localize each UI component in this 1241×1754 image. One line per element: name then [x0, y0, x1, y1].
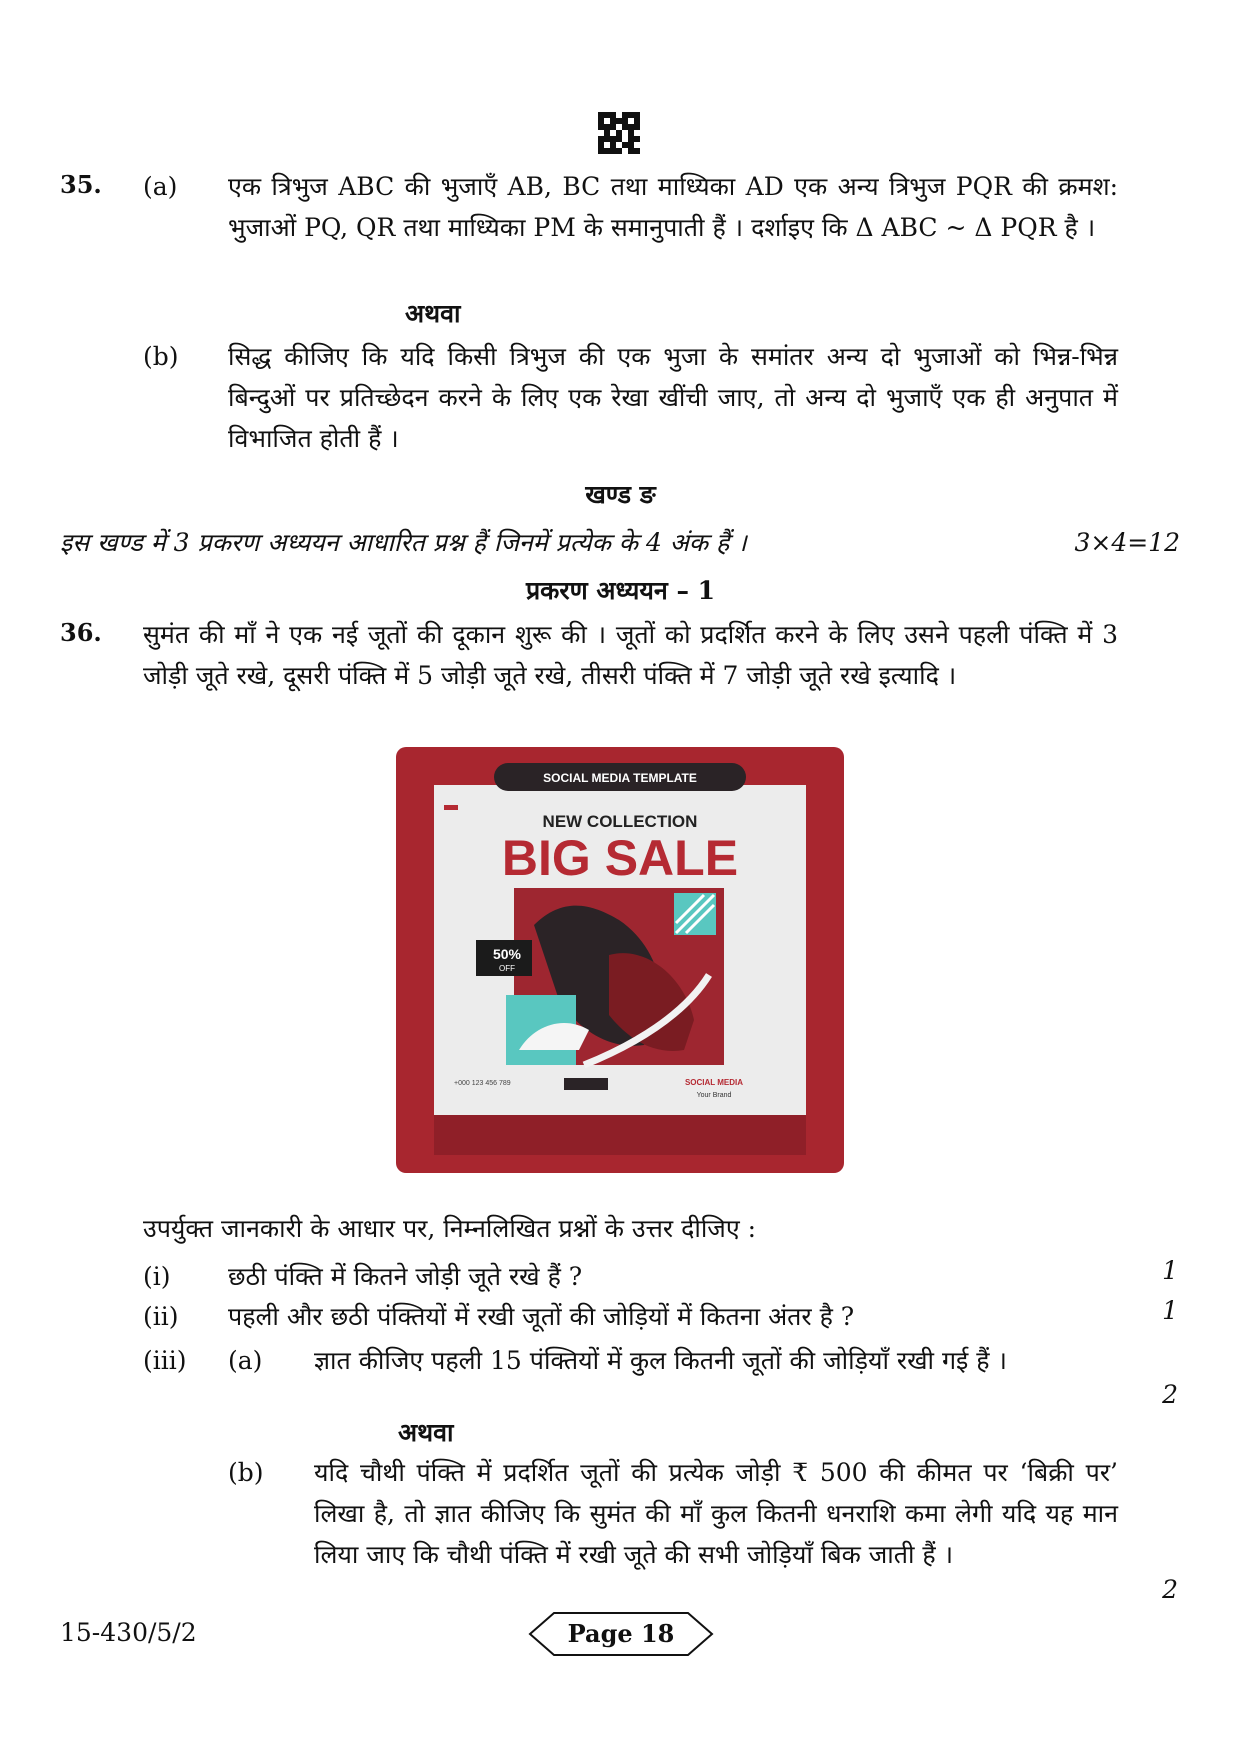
question-35a-text: एक त्रिभुज ABC की भुजाएँ AB, BC तथा माध्यिका AD एक अन्य त्रिभुज PQR की क्रमश: भुजाओं PQ, QR तथा माध्यिका PM के समानुपाती हैं । दर्शाइए कि Δ ABC ~ Δ PQR है ।	[228, 172, 1118, 242]
question-36-iii-b-label: (b)	[228, 1458, 264, 1487]
poster-brand: Your Brand	[696, 1092, 732, 1099]
question-36-iii-b-marks: 2	[1162, 1575, 1178, 1604]
question-36-or: अथवा	[398, 1418, 454, 1447]
question-36-ii-label: (ii)	[143, 1302, 179, 1331]
question-35b-text: सिद्ध कीजिए कि यदि किसी त्रिभुज की एक भुजा के समांतर अन्य दो भुजाओं को भिन्न-भिन्न बिन्दुओं पर प्रतिच्छेदन करने के लिए एक रेखा खींची जाए, तो अन्य दो भुजाएँ एक ही अनुपात में विभाजित होती हैं ।	[228, 342, 1118, 453]
question-36-i-marks: 1	[1162, 1256, 1178, 1285]
poster-social: SOCIAL MEDIA	[684, 1078, 744, 1087]
section-title: खण्ड ङ	[585, 480, 656, 509]
question-36-iii-label: (iii)	[143, 1346, 187, 1375]
question-36-number: 36.	[60, 618, 102, 647]
question-36-iii-a-label: (a)	[228, 1346, 263, 1375]
question-36-intro: सुमंत की माँ ने एक नई जूतों की दूकान शुरू की । जूतों को प्रदर्शित करने के लिए उसने पहली पंक्ति में 3 जोड़ी जूते रखे, दूसरी पंक्ति में 5 जोड़ी जूते रखे, तीसरी पंक्ति में 7 जोड़ी जूते रखे इत्यादि ।	[143, 620, 1118, 690]
question-36-ii-marks: 1	[1162, 1296, 1178, 1325]
question-36-i-text: छठी पंक्ति में कितने जोड़ी जूते रखे हैं ?	[228, 1262, 583, 1291]
question-36-iii-b-text: यदि चौथी पंक्ति में प्रदर्शित जूतों की प्रत्येक जोड़ी ₹ 500 की कीमत पर ‘बिक्री पर’ लिखा है, तो ज्ञात कीजिए कि सुमंत की माँ कुल कितनी धनराशि कमा लेगी यदि यह मान लिया जाए कि चौथी पंक्ति में रखी जूते की सभी जोड़ियाँ बिक जाती हैं ।	[314, 1458, 1118, 1569]
poster-footer-band	[434, 1115, 806, 1155]
page-number: Page 18	[567, 1619, 675, 1648]
poster-headline-big: BIG SALE	[501, 830, 739, 886]
poster-top-label: SOCIAL MEDIA TEMPLATE	[543, 771, 697, 785]
section-instruction: इस खण्ड में 3 प्रकरण अध्ययन आधारित प्रश्न हैं जिनमें प्रत्येक के 4 अंक हैं ।	[60, 528, 747, 557]
qr-code-icon	[598, 112, 640, 154]
question-36-iii-a-text: ज्ञात कीजिए पहली 15 पंक्तियों में कुल कितनी जूतों की जोड़ियाँ रखी गई हैं ।	[314, 1346, 1007, 1375]
section-marks: 3×4=12	[1074, 528, 1180, 557]
question-35-or: अथवा	[405, 299, 461, 328]
question-36-ii-text: पहली और छठी पंक्तियों में रखी जूतों की जोड़ियों में कितना अंतर है ?	[228, 1302, 855, 1331]
paper-code: 15-430/5/2	[60, 1618, 197, 1647]
question-36-i-label: (i)	[143, 1262, 171, 1291]
question-36-iii-a-marks: 2	[1162, 1380, 1178, 1409]
poster-phone: +000 123 456 789	[454, 1080, 511, 1087]
question-35-number: 35.	[60, 170, 102, 199]
poster-headline-small: NEW COLLECTION	[542, 812, 698, 831]
sale-poster-image	[394, 745, 846, 1175]
poster-accent-mark	[444, 805, 458, 810]
case-study-title: प्रकरण अध्ययन – 1	[525, 576, 716, 605]
question-35b-label: (b)	[143, 342, 179, 371]
question-36-prompt: उपर्युक्त जानकारी के आधार पर, निम्नलिखित प्रश्नों के उत्तर दीजिए :	[143, 1214, 757, 1243]
poster-discount-sub: OFF	[499, 964, 515, 973]
poster-discount: 50%	[492, 946, 522, 962]
question-35a-label: (a)	[143, 172, 178, 201]
poster-button	[564, 1078, 608, 1090]
page-number-badge	[528, 1610, 714, 1658]
